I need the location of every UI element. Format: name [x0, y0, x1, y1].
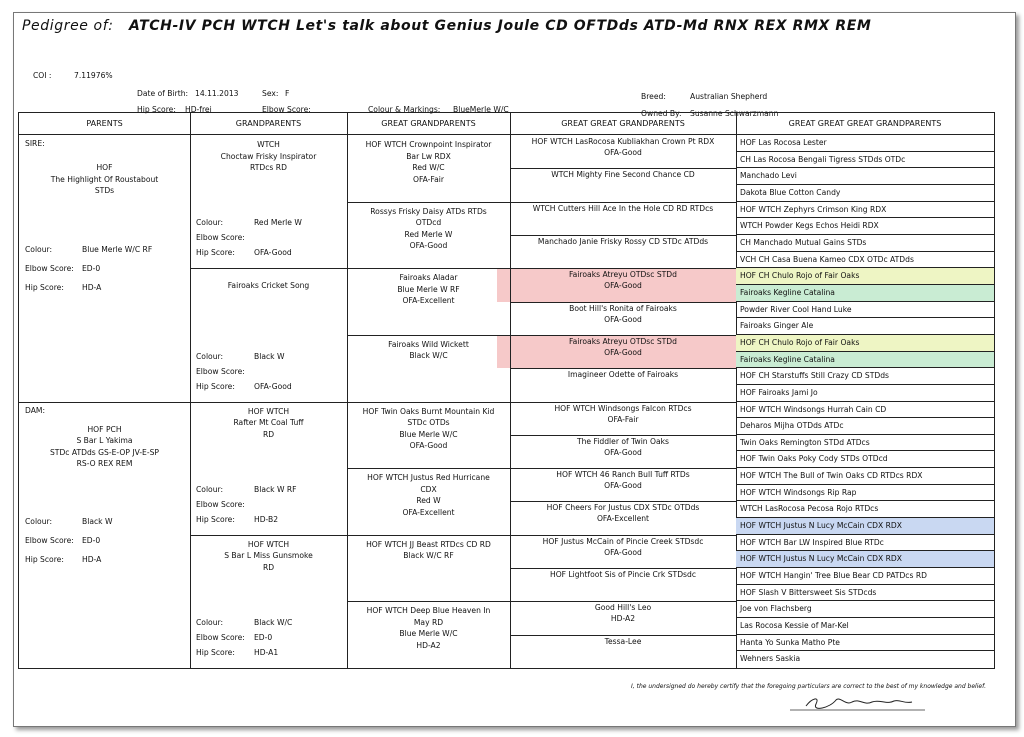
great-great-great-grandparent: Wehners Saskia — [740, 654, 801, 664]
great-great-great-grandparent: HOF WTCH Justus N Lucy McCain CDX RDX — [736, 518, 994, 535]
great-great-grandparent: HOF WTCH 46 Ranch Bull Tuff RTDs OFA-Good — [556, 470, 690, 491]
great-great-great-grandparent: CH Las Rocosa Bengali Tigress STDds OTDc — [736, 152, 994, 169]
grandparent-colour-value: Black W RF — [254, 484, 297, 494]
dog-name: ATCH-IV PCH WTCH Let's talk about Genius Joule CD OFTDds ATD-Md RNX REX RMX REM — [129, 18, 872, 34]
great-great-grandparent: WTCH Mighty Fine Second Chance CD — [551, 170, 695, 180]
page-title — [22, 18, 871, 34]
great-great-grandparent: Manchado Janie Frisky Rossy CD STDc ATDds — [537, 236, 709, 246]
row-divider — [190, 268, 347, 269]
great-grandparent: Fairoaks Wild Wickett Black W/C — [388, 339, 469, 361]
grandparent-name: WTCH Choctaw Frisky Inspirator RTDcs RD — [220, 140, 317, 172]
grandparent-colour-label: Colour: — [196, 218, 224, 228]
breed-value: Australian Shepherd — [690, 92, 768, 101]
grandparent-elbow-label: Elbow Score: — [196, 633, 245, 642]
grandparent-colour-value: Black W — [254, 351, 285, 361]
great-great-great-grandparent: Powder River Cool Hand Luke — [736, 302, 994, 319]
row-divider — [347, 601, 510, 602]
great-grandparent: Rossys Frisky Daisy ATDs RTDs OTDcd Red Merle W OFA-Good — [370, 206, 487, 251]
sire-name: HOF The Highlight Of Roustabout STDs — [50, 163, 159, 195]
great-great-great-grandparent: CH Manchado Mutual Gains STDs — [736, 235, 994, 252]
grandparent-hip-label: Hip Score: — [196, 381, 235, 391]
grandparent-hip-value: OFA-Good — [254, 248, 292, 258]
certification-text: I, the undersigned do hereby certify that the foregoing particulars are correct to the best of my knowledge and belief. — [631, 683, 986, 690]
great-great-grandparent: HOF Justus McCain of Pincie Creek STDsdc OFA-Good — [542, 536, 704, 557]
dam-tag: DAM: — [25, 405, 46, 415]
breed-label: Breed: — [641, 92, 666, 101]
great-great-grandparent: WTCH Cutters Hill Ace In the Hole CD RD RTDcs — [532, 203, 714, 213]
owner-value: Susanne Schwarzmann — [690, 109, 779, 118]
colour-value: BlueMerle W/C — [453, 105, 509, 114]
grandparent-hip-value: OFA-Good — [254, 381, 292, 391]
great-great-great-grandparent: HOF WTCH Justus N Lucy McCain CDX RDX — [736, 551, 994, 568]
hip-value: HD-frei — [185, 105, 212, 114]
row-divider — [190, 535, 347, 536]
great-great-grandparent: Fairoaks Atreyu OTDsc STDd OFA-Good — [569, 270, 677, 291]
coi-value: 7.11976% — [74, 71, 113, 80]
column-header: GRANDPARENTS — [190, 113, 347, 135]
sire-elbow-label: Elbow Score: — [25, 264, 74, 273]
sex-label: Sex: — [262, 89, 279, 98]
sire-hip-value: HD-A — [82, 283, 102, 292]
great-great-great-grandparent: WTCH LasRocosa Pecosa Rojo RTDcs — [736, 501, 994, 518]
great-great-grandparent: Imagineer Odette of Fairoaks — [567, 370, 679, 380]
great-great-grandparent: Fairoaks Atreyu OTDsc STDd OFA-Good — [569, 336, 677, 357]
great-great-great-grandparent: Deharos Mijha OTDds ATDc — [736, 418, 994, 435]
row-divider — [19, 402, 190, 403]
grandparent-colour-label: Colour: — [196, 351, 224, 361]
great-grandparent: HOF WTCH Justus Red Hurricane CDX Red W OFA-Excellent — [367, 473, 490, 517]
great-great-grandparent: The Fiddler of Twin Oaks OFA-Good — [576, 436, 670, 457]
grandparent-hip-label: Hip Score: — [196, 648, 235, 657]
row-divider — [190, 402, 347, 403]
great-great-great-grandparent: HOF CH Starstuffs Still Crazy CD STDds — [736, 368, 994, 385]
great-great-great-grandparent: Fairoaks Ginger Ale — [736, 318, 994, 335]
dam-hip-value: HD-A — [82, 554, 102, 564]
sire-elbow-value: ED-0 — [82, 264, 101, 273]
sire-colour-label: Colour: — [25, 245, 53, 254]
elbow-label: Elbow Score: — [262, 105, 311, 114]
colour-label: Colour & Markings: — [368, 105, 441, 114]
grandparent-hip-label: Hip Score: — [196, 514, 235, 524]
grandparent-name: Fairoaks Cricket Song — [227, 281, 310, 291]
grandparent-name: HOF WTCH Rafter Mt Coal Tuff RD — [233, 406, 304, 439]
row-divider — [347, 268, 510, 269]
great-great-grandparent: Tessa-Lee — [604, 636, 642, 646]
dam-colour-value: Black W — [82, 516, 113, 526]
grandparent-colour-value: Black W/C — [254, 618, 293, 627]
column-divider — [347, 113, 348, 668]
dam-elbow-label: Elbow Score: — [25, 535, 74, 545]
great-great-great-grandparent: HOF WTCH Bar LW Inspired Blue RTDc — [736, 535, 994, 552]
great-great-grandparent: Boot Hill's Ronita of Fairoaks OFA-Good — [569, 303, 677, 324]
column-header: PARENTS — [19, 113, 190, 135]
dam-hip-label: Hip Score: — [25, 554, 64, 564]
owner-label: Owned By: — [641, 109, 682, 118]
column-divider — [190, 113, 191, 668]
sire-tag: SIRE: — [25, 139, 45, 148]
row-divider — [347, 468, 510, 469]
great-great-great-grandparent: Dakota Blue Cotton Candy — [736, 185, 994, 202]
dam-colour-label: Colour: — [25, 516, 53, 526]
sire-colour-value: Blue Merle W/C RF — [82, 245, 153, 254]
coi-label: COI : — [33, 71, 52, 80]
pedigree-table — [18, 112, 995, 669]
grandparent-hip-label: Hip Score: — [196, 248, 235, 258]
great-great-great-grandparent: HOF Las Rocosa Lester — [736, 135, 994, 152]
row-divider — [347, 535, 510, 536]
great-great-great-grandparent: HOF WTCH Windsongs Rip Rap — [736, 485, 994, 502]
dob-label: Date of Birth: — [137, 89, 189, 98]
great-great-great-grandparent: HOF Twin Oaks Poky Cody STDs OTDcd — [736, 451, 994, 468]
great-great-great-grandparent: Las Rocosa Kessie of Mar-Kel — [736, 618, 994, 635]
grandparent-hip-value: HD-A1 — [254, 648, 279, 657]
great-great-grandparent: HOF WTCH Windsongs Falcon RTDcs OFA-Fair — [554, 403, 692, 424]
great-great-great-grandparent: HOF CH Chulo Rojo of Fair Oaks — [736, 335, 994, 352]
great-great-great-grandparent: Manchado Levi — [736, 168, 994, 185]
great-great-great-grandparent: HOF Slash V Bittersweet Sis STDcds — [736, 585, 994, 602]
great-grandparent: HOF Twin Oaks Burnt Mountain Kid STDc OTDs Blue Merle W/C OFA-Good — [362, 406, 495, 450]
grandparent-elbow-value: ED-0 — [254, 633, 273, 642]
great-great-grandparent: HOF WTCH LasRocosa Kubliakhan Crown Pt RDX OFA-Good — [531, 137, 715, 157]
column-header: GREAT GREAT GREAT GRANDPARENTS — [736, 113, 994, 135]
great-great-great-grandparent: HOF WTCH Zephyrs Crimson King RDX — [736, 202, 994, 219]
great-grandparent: HOF WTCH Crownpoint Inspirator Bar Lw RDX Red W/C OFA-Fair — [365, 140, 492, 184]
grandparent-elbow-label: Elbow Score: — [196, 366, 245, 376]
column-divider — [510, 113, 511, 668]
column-header: GREAT GREAT GRANDPARENTS — [510, 113, 736, 135]
pedigree-of-label: Pedigree of: — [22, 18, 114, 34]
grandparent-colour-label: Colour: — [196, 618, 224, 627]
great-great-great-grandparent: HOF WTCH Windsongs Hurrah Cain CD — [736, 402, 994, 419]
sire-hip-label: Hip Score: — [25, 283, 64, 292]
great-great-great-grandparent: Fairoaks Kegline Catalina — [736, 285, 994, 302]
grandparent-elbow-label: Elbow Score: — [196, 233, 245, 243]
great-great-grandparent: HOF Cheers For Justus CDX STDc OTDds OFA-Excellent — [546, 503, 700, 524]
column-header: GREAT GRANDPARENTS — [347, 113, 510, 135]
signature-icon — [790, 692, 930, 714]
grandparent-elbow-label: Elbow Score: — [196, 499, 245, 509]
grandparent-colour-label: Colour: — [196, 484, 224, 494]
great-grandparent: Fairoaks Aladar Blue Merle W RF OFA-Excellent — [397, 273, 460, 306]
great-great-great-grandparent: HOF Fairoaks Jami Jo — [736, 385, 994, 402]
dam-name: HOF PCH S Bar L Yakima STDc ATDds GS-E-OP JV-E-SP RS-O REX REM — [49, 424, 159, 468]
hip-label: Hip Score: — [137, 105, 176, 114]
great-great-great-grandparent: Hanta Yo Sunka Matho Pte — [736, 635, 994, 652]
row-divider — [347, 335, 510, 336]
great-grandparent: HOF WTCH Deep Blue Heaven In May RD Blue Merle W/C HD-A2 — [366, 606, 491, 650]
grandparent-name: HOF WTCH S Bar L Miss Gunsmoke RD — [224, 539, 313, 572]
great-great-great-grandparent: Twin Oaks Remington STDd ATDcs — [736, 435, 994, 452]
dam-elbow-value: ED-0 — [82, 535, 101, 545]
great-great-great-grandparent: HOF WTCH Hangin' Tree Blue Bear CD PATDcs RD — [736, 568, 994, 585]
great-great-grandparent: HOF Lightfoot Sis of Pincie Crk STDsdc — [549, 570, 696, 580]
great-great-grandparent: Good Hill's Leo HD-A2 — [594, 603, 652, 624]
great-great-great-grandparent: Joe von Flachsberg — [736, 601, 994, 618]
dob-value: 14.11.2013 — [195, 89, 239, 98]
row-divider — [347, 202, 510, 203]
great-grandparent: HOF WTCH JJ Beast RTDcs CD RD Black W/C RF — [366, 539, 491, 561]
great-great-great-grandparent: WTCH Powder Kegs Echos Heidi RDX — [736, 218, 994, 235]
grandparent-colour-value: Red Merle W — [254, 218, 302, 228]
sex-value: F — [285, 89, 290, 98]
great-great-great-grandparent: HOF CH Chulo Rojo of Fair Oaks — [736, 268, 994, 285]
row-divider — [347, 402, 510, 403]
grandparent-hip-value: HD-B2 — [254, 514, 279, 524]
great-great-great-grandparent: Fairoaks Kegline Catalina — [736, 352, 994, 369]
great-great-great-grandparent: VCH CH Casa Buena Kameo CDX OTDc ATDds — [736, 252, 994, 269]
great-great-great-grandparent: HOF WTCH The Bull of Twin Oaks CD RTDcs RDX — [736, 468, 994, 485]
